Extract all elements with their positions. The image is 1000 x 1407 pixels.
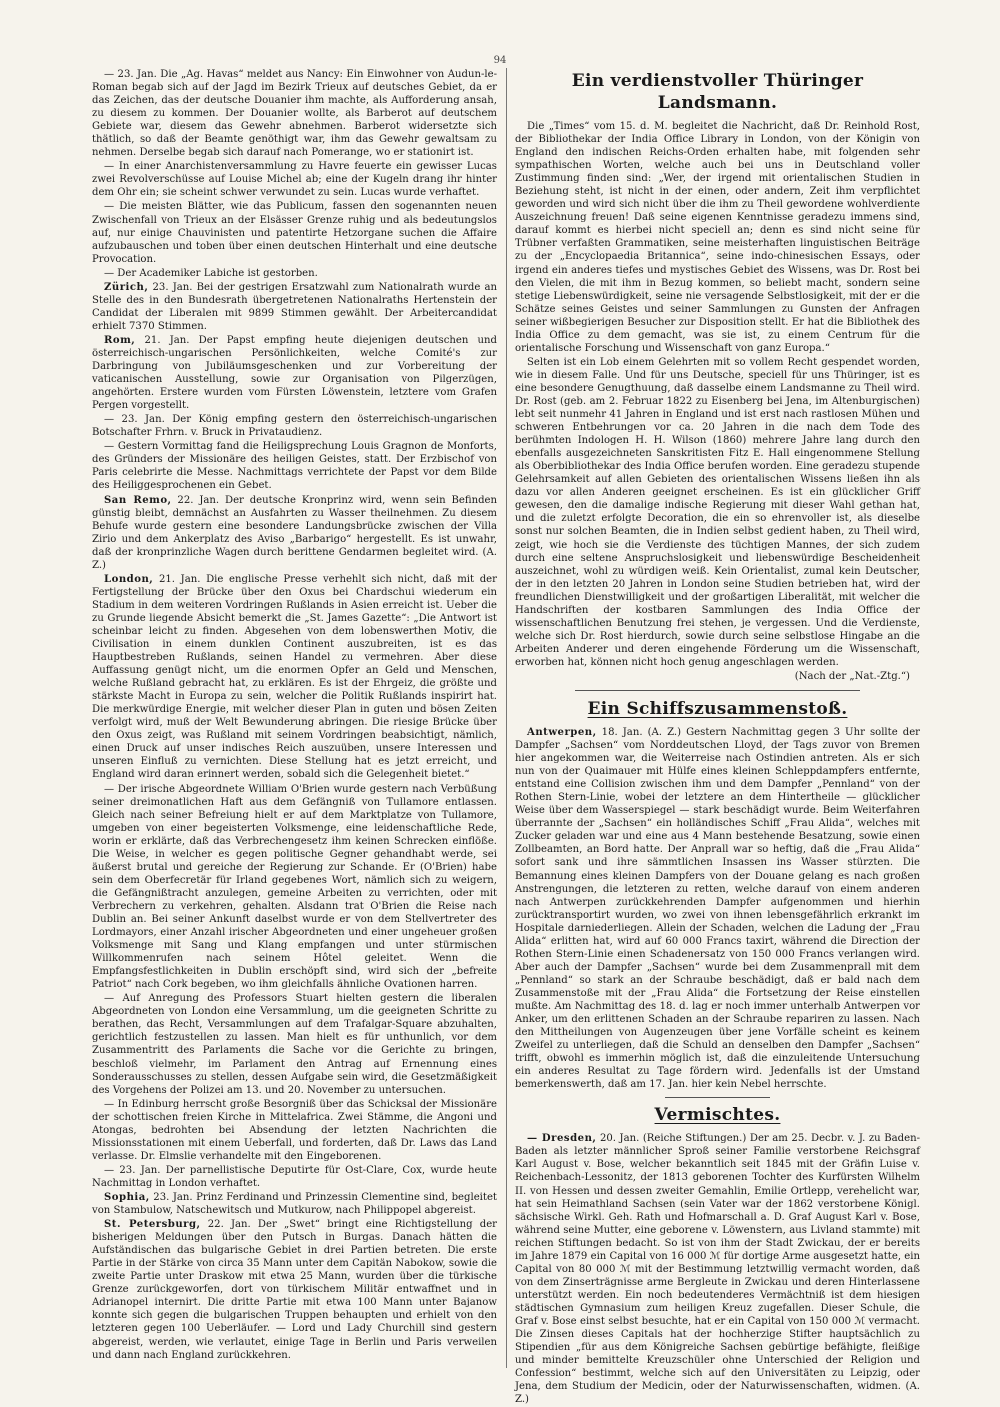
- headline-vermischtes: Vermischtes.: [654, 1105, 781, 1126]
- news-item: [92, 200, 497, 265]
- news-item: [92, 1164, 497, 1190]
- news-item: [92, 1191, 497, 1217]
- news-text: — Der irische Abgeordnete William O'Brien wurde gestern nach Verbüßung seiner dreimonatlichen Haft aus dem Gefängniß von Tullamore entlassen. Gleich nach seiner Befreiung hielt er auf dem Marktplatze von Tullamore, umgeben von einer begeisterten Volksmenge, eine leidenschaftliche Rede, worin er erklärte, daß das Verbrechengesetz ihm keinen Schrecken einflöße. Die Weise, in welcher es gegen politische Gegner gehandhabt werde, sei äußerst brutal und gereiche der Regierung zur Schande. Er (O'Brien) habe sein dem Oberfecretär für Irland gegebenes Wort, nämlich sich zu weigern, die Gefängnißtracht anzulegen, gemeine Arbeiten zu verrichten, oder mit Verbrechern zu verkehren, gehalten. Alsdann trat O'Brien die Reise nach Dublin an. Bei seiner Ankunft daselbst wurde er von dem Stellvertreter des Lordmayors, einer Anzahl irischer Abgeordneten und einer ungeheuer großen Volksmenge mit Sang und Klang empfangen und unter stürmischen Willkommenrufen nach seinem Hôtel geleitet. Wenn die Empfangsfestlichkeiten in Dublin erschöpft sind, wird sich der „befreite Patriot“ nach Cork begeben, wo ihm gleichfalls ähnliche Ovationen harren.: [92, 783, 497, 991]
- news-item: [92, 68, 497, 159]
- article-paragraph: Selten ist ein Lob einem Gelehrten mit so vollem Recht gespendet worden, wie in diesem Falle. Und für uns Deutsche, speciell für uns Thüringer, ist es eine besondere Genugthuung, daß dasselbe einem Landsmanne zu Theil wird. Dr. Rost (geb. am 2. Februar 1822 zu Eisenberg bei Jena, im Altenburgischen) lebt seit nunmehr 41 Jahren in England und ist erst nach rastlosen Mühen und schweren Entbehrungen vor ca. 20 Jahren in die nach dem Tode des berühmten Indologen H. H. Wilson (1860) mehrere Jahre lang durch den ebenfalls ausgezeichneten Sanskritisten Fitz E. Hall eingenommene Stellung als Oberbibliothekar des India Office berufen worden. Eine geradezu stupende Gelehrsamkeit auf allen Gebieten des orientalischen Wissens ließen ihn als dazu vor allen Anderen geeignet erscheinen. Es ist ein glücklicher Griff gewesen, den die damalige indische Regierung mit dieser Wahl gethan hat, und die zuletzt erfolgte Decoration, die ein so ehrenvoller ist, als dieselbe sonst nur solchen Beamten, die in Indien selbst gedient haben, zu Theil wird, zeigt, wie hoch sie die Verdienste des tüchtigen Mannes, der sich zudem durch eine seltene Anspruchslosigkeit und liebenswürdige Bescheidenheit auszeichnet, wohl zu würdigen weiß. Kein Orientalist, zumal kein Deutscher, der in den letzten 20 Jahren in London seine Studien betrieben hat, wird der freundlichen Dienstwilligkeit und der großartigen Liberalität, mit welcher die Handschriften der kostbaren Sammlungen des India Office der wissenschaftlichen Benutzung frei stehen, je vergessen. Und die Verdienste, welche sich Dr. Rost hierdurch, sowie durch seine selbstlose Hingabe an die Arbeiten Anderer und deren eingehende Förderung um die Wissenschaft, erworben hat, können nicht hoch genug angeschlagen werden.: [515, 356, 920, 668]
- dateline-place: Sophia,: [104, 1191, 150, 1203]
- news-item: [92, 1218, 497, 1362]
- news-item: [92, 440, 497, 492]
- news-text: 23. Jan. Bei der gestrigen Ersatzwahl zum Nationalrath wurde an Stelle des in den Bundesrath übergetretenen Nationalraths Hertenstein der Candidat der Liberalen mit 9899 Stimmen gewählt. Der Arbeitercandidat erhielt 7370 Stimmen.: [92, 281, 497, 332]
- news-item: [92, 160, 497, 199]
- left-column: [92, 68, 497, 1368]
- dateline-place: Zürich,: [104, 281, 149, 293]
- right-column: [515, 68, 920, 1406]
- news-item: [92, 334, 497, 412]
- news-text: — Die meisten Blätter, wie das Publicum, fassen den sogenannten neuen Zwischenfall von Trieux an der Elsässer Grenze ruhig und als bedeutungslos auf, nur einige Chauvinisten und patentirte Hetzorgane suchen die Affaire aufzubauschen und toben über einen deutschen Hinterhalt und eine deutsche Provocation.: [92, 201, 497, 265]
- page-number: 94: [493, 55, 507, 66]
- news-text: 22. Jan. Der deutsche Kronprinz wird, wenn sein Befinden günstig bleibt, demnächst an Ausfahrten zu Wasser theilnehmen. Zu diesem Behufe wurde gestern eine besondere Landungsbrücke zwischen der Villa Zirio und dem Ankerplatz des Aviso „Barbarigo“ hergestellt. Es ist unwahr, daß der kronprinzliche Wagen durch berittene Gendarmen begleitet wird. (A. Z.): [92, 494, 498, 571]
- dateline-place: San Remo,: [104, 494, 172, 506]
- news-item: [92, 1098, 497, 1163]
- news-item: [92, 267, 497, 280]
- news-text: — Gestern Vormittag fand die Heiligsprechung Louis Gragnon de Monforts, des Gründers der Missionäre des heiligen Geistes, statt. Der Erzbischof von Paris celebrirte die Messe. Nachmittags verrichtete der Papst vor dem Bilde des Heiliggesprochenen ein Gebet.: [92, 441, 497, 492]
- article-paragraph: [515, 726, 920, 1091]
- headline-schiffszusammenstoss: Ein Schiffszusammenstoß.: [587, 699, 848, 720]
- headline-thueringer: Ein verdienstvoller Thüringer Landsmann.: [571, 71, 864, 113]
- dateline-place: Rom,: [104, 334, 136, 346]
- news-text: — 23. Jan. Der König empfing gestern den österreichisch-ungarischen Botschafter Frhrn. v. Bruck in Privataudienz.: [92, 414, 497, 439]
- dateline-place: Antwerpen,: [527, 727, 597, 739]
- news-text: 23. Jan. Prinz Ferdinand und Prinzessin Clementine sind, begleitet von Stambulow, Natschewitsch und Mutkurow, nach Philippopel abgereist.: [92, 1191, 497, 1217]
- dateline-place: London,: [104, 573, 154, 585]
- news-text: 22. Jan. Der „Swet“ bringt eine Richtigstellung der bisherigen Meldungen über den Putsch in Burgas. Danach hätten die Aufständischen das bulgarische Gebiet in drei Partien betreten. Die erste Partie in der Stärke von circa 35 Mann unter dem Capitän Nabokow, sowie die zweite Partie unter Draskow mit etwa 25 Mann, wurden über die türkische Grenze zurückgeworfen, dort von türkischem Militär entwaffnet und in Adrianopel internirt. Die dritte Partie mit etwa 100 Mann unter Bajanow konnte sich gegen die bulgarischen Truppen behaupten und erhielt von den letzteren gegen 100 Ueberläufer. — Lord und Lady Churchill sind gestern abgereist, werden, wie verlautet, einige Tage in Berlin und Paris verweilen und dann nach England zurückkehren.: [92, 1219, 497, 1361]
- news-item: [92, 783, 497, 992]
- article-paragraph: [515, 1132, 920, 1406]
- news-text: — In Edinburg herrscht große Besorgniß über das Schicksal der Missionäre der schottischen freien Kirche in Mittelafrica. Zwei Stämme, die Angoni und Atongas, bedrohten bei Absendung der letzten Nachrichten die Missionsstationen mit einem Ueberfall, und forderten, daß Dr. Laws das Land verlasse. Dr. Elmslie verhandelte mit den Eingeborenen.: [92, 1098, 497, 1162]
- news-item: [92, 992, 497, 1096]
- article-text: 18. Jan. (A. Z.) Gestern Nachmittag gegen 3 Uhr sollte der Dampfer „Sachsen“ vom Norddeutschen Lloyd, der Tags zuvor von Bremen hier angekommen war, die Weiterreise nach Ostindien antreten. Als er sich nun von der Quaimauer mit Hülfe eines kleinen Schleppdampfers entfernte, entstand eine Collision zwischen ihm und dem Dampfer „Pennland“ von der Rothen Stern-Linie, wobei der letztere an dem Hintertheile — glücklicher Weise über dem Wasserspiegel — stark beschädigt wurde. Beim Weiterfahren überrannte der „Sachsen“ ein holländisches Schiff „Frau Alida“, welches mit Zucker geladen war und eine aus 4 Mann bestehende Besatzung, sowie einen Zollbeamten, an Bord hatte. Der Anprall war so heftig, daß die „Frau Alida“ sofort sank und ihre sämmtlichen Insassen ins Wasser stürzten. Die Bemannung eines kleinen Dampfers von der Douane gelang es nach großen Anstrengungen, die letzteren zu retten, welche darauf von einem anderen nach Antwerpen zurückkehrenden Dampfer aufgenommen und hierhin zurücktransportirt wurden, wo zwei von ihnen lebensgefährlich erkrankt im Hospitale darniederliegen. Allein der Schaden, welchen die Ladung der „Frau Alida“ erlitten hat, wird auf 60 000 Francs taxirt, während die Direction der Rothen Stern-Linie einen Schadenersatz von 150 000 Francs verlangen wird. Aber auch der Dampfer „Sachsen“ wurde bei dem Zusammenprall mit dem „Pennland“ so stark an der Schraube beschädigt, daß er bald nach dem Zusammenstoße mit der „Frau Alida“ die Fortsetzung der Reise einstellen mußte. Am Nachmittag des 18. d. lag er noch immer unterhalb Antwerpen vor Anker, um den erlittenen Schaden an der Schraube repariren zu lassen. Nach den Mittheilungen von Augenzeugen über jene Vorfälle scheint es keinem Zweifel zu unterliegen, daß die Schuld an denselben den Dampfer „Sachsen“ trifft, obwohl es immerhin möglich ist, daß die einzuleitende Untersuchung ein anderes Resultat zu Tage fördern wird. Jedenfalls ist der Umstand bemerkenswerth, daß am 17. Jan. hier kein Nebel herrschte.: [515, 727, 920, 1091]
- news-text: 21. Jan. Die englische Presse verhehlt sich nicht, daß mit der Fertigstellung der Brücke über den Oxus bei Chardschui wiederum ein Stadium in dem weiteren Vordringen Rußlands in Asien erreicht ist. Ueber die zu Grunde liegende Absicht bemerkt die „St. James Gazette“: „Die Antwort ist scheinbar leicht zu finden. Abgesehen von dem lobenswerthen Motiv, die Civilisation in einem dunklen Continent auszubreiten, ist es das Hauptbestreben Rußlands, seinen Handel zu vermehren. Aber diese Auffassung genügt nicht, um die enormen Opfer an Geld und Menschen, welche Rußland gebracht hat, zu erklären. Es ist der Ehrgeiz, die größte und stärkste Macht in Europa zu sein, welcher die Politik Rußlands inspirirt hat. Die merkwürdige Energie, mit welcher dieser Plan in guten und bösen Zeiten verfolgt wird, muß der Welt Bewunderung abringen. Die riesige Brücke über den Oxus zeigt, was Rußland mit seinem Vordringen beabsichtigt, nämlich, einen Druck auf unser indisches Reich auszuüben, unsere Interessen und unseren Einfluß zu vernichten. Diese Stellung hat es jetzt erreicht, und England wird daran erinnert werden, sobald sich die Gelegenheit bietet.“: [92, 573, 497, 781]
- column-divider: [506, 68, 507, 1368]
- dateline-place: St. Petersburg,: [104, 1219, 201, 1231]
- section-rule: [665, 1097, 770, 1098]
- news-text: — Auf Anregung des Professors Stuart hielten gestern die liberalen Abgeordneten von London eine Versammlung, um die geeigneten Schritte zu berathen, das Recht, Versammlungen auf dem Trafalgar-Square abzuhalten, gerichtlich festzustellen zu lassen. Man hielt es für unthunlich, vor dem Zusammentritt des Parlaments die Sache vor die Gerichte zu bringen, beschloß vielmehr, im Parlament den Antrag auf Ernennung eines Sonderausschusses zu stellen, dessen Aufgabe sein wird, die Gesetzmäßigkeit des Vorgehens der Polizei am 13. und 20. November zu untersuchen.: [92, 993, 497, 1096]
- news-text: 21. Jan. Der Papst empfing heute diejenigen deutschen und österreichisch-ungarischen Persönlichkeiten, welche Comité's zur Darbringung von Jubiläumsgeschenken und zur Vorbereitung der vaticanischen Ausstellung, sowie zur Organisation von Pilgerzügen, angehörten. Erstere wurden vom Fürsten Löwenstein, letztere vom Grafen Pergen vorgestellt.: [92, 334, 497, 412]
- news-item: [92, 494, 497, 572]
- news-text: — 23. Jan. Der parnellistische Deputirte für Ost-Clare, Cox, wurde heute Nachmittag in London verhaftet.: [92, 1164, 497, 1189]
- article-text: 20. Jan. (Reiche Stiftungen.) Der am 25. Decbr. v. J. zu Baden-Baden als letzter männlicher Sproß seiner Familie verstorbene Reichsgraf Karl August v. Bose, welcher bekanntlich seit 1845 mit der Gräfin Luise v. Reichenbach-Lessonitz, der 1813 geborenen Tochter des Kurfürsten Wilhelm II. von Hessen und dessen zweiter Gemahlin, Emilie Ortlepp, verehelicht war, hat sein Heimathland Sachsen (sein Vater war der 1862 verstorbene Königl. sächsische Wirkl. Geh. Rath und Hofmarschall a. D. Graf August Karl v. Bose, während seine Mutter, eine geborene v. Löwenstern, aus Livland stammte) mit reichen Stiftungen bedacht. So ist von ihm der Stadt Zwickau, der er bereits im Jahre 1879 ein Capital von 16 000 ℳ für dortige Arme ausgesetzt hatte, ein Capital von 80 000 ℳ mit der Bestimmung letztwillig vermacht worden, daß von dem Zinserträgnisse arme Bergleute in Zwickau und deren Hinterlassene unterstützt werden. Ein noch bedeutenderes Vermächtniß ist dem hiesigen städtischen Gymnasium zum heiligen Kreuz zugefallen. Dieser Schule, die Graf v. Bose einst selbst besuchte, hat er ein Capital von 150 000 ℳ vermacht. Die Zinsen dieses Capitals hat der hochherzige Stifter hauptsächlich zu Stipendien „für aus dem Königreiche Sachsen gebürtige befähigte, fleißige und minder bemittelte Kreuzschüler ohne Unterschied der Religion und Confession“ bestimmt, welche sich auf den Universitäten zu Leipzig, oder Jena, dem Studium der Medicin, oder der Naturwissenschaften, widmen. (A. Z.): [515, 1133, 920, 1406]
- news-text: — In einer Anarchistenversammlung zu Havre feuerte ein gewisser Lucas zwei Revolverschüsse auf Louise Michel ab; eine der Kugeln drang ihr hinter dem Ohr ein; sie scheint schwer verwundet zu sein. Lucas wurde verhaftet.: [92, 161, 497, 199]
- news-item: [92, 413, 497, 439]
- news-text: — Der Academiker Labiche ist gestorben.: [104, 267, 318, 279]
- article-paragraph: Die „Times“ vom 15. d. M. begleitet die Nachricht, daß Dr. Reinhold Rost, der Bibliothekar der India Office Library in London, von der Königin von England den indischen Reichs-Orden erhalten habe, mit folgenden sehr sympathischen Worten, welche auch bei uns in Deutschland voller Zustimmung finden sind: „Wer, der irgend mit orientalischen Studien in Beziehung steht, ist nicht in der einen, oder andern, Zeit ihm verpflichtet geworden und wird sich nicht über die ihm zu Theil gewordene wohlverdiente Auszeichnung freuen! Daß seine eigenen Kenntnisse geradezu immens sind, darauf kommt es hierbei nicht speciell an; denn es sind nicht seine für Trübner verfaßten Grammatiken, seine meisterhaften linguistischen Beiträge zu der „Encyclopaedia Britannica“, seine indo-chinesischen Essays, oder irgend ein anderes tiefes und mystisches Gebiet des Wissens, was Dr. Rost bei den Vielen, die mit ihm in Bezug kommen, so beliebt macht, sondern seine stetige Liebenswürdigkeit, seine nie versagende Selbstlosigkeit, mit der er die Schätze seines Geistes und seiner Sammlungen zu Gunsten der Anfragen seiner wißbegierigen Besucher zur Disposition stellt. Er hat die Bibliothek des India Office zu dem gemacht, was sie ist, zu einem Centrum für die orientalische Forschung und Wissenschaft von ganz Europa.“: [515, 121, 920, 354]
- article-attribution: (Nach der „Nat.-Ztg.“): [794, 670, 910, 682]
- news-item: [92, 573, 497, 782]
- section-rule: [575, 690, 860, 691]
- news-text: — 23. Jan. Die „Ag. Havas“ meldet aus Nancy: Ein Einwohner von Audun-le-Roman begab sich auf der Jagd im Bezirk Trieux auf deutsches Gebiet, da er das Zeichen, das der deutsche Douanier ihm machte, als Aufforderung ansah, zu diesem zu kommen. Der Douanier wollte, als Barberot auf deutschem Gebiete war, diesem das Gewehr abnehmen. Barberot widersetzte sich thätlich, so daß der Beamte genöthigt war, ihm das Gewehr gewaltsam zu nehmen. Derselbe begab sich darauf nach Pomerange, wo er stationirt ist.: [92, 69, 497, 159]
- news-item: [92, 281, 497, 333]
- dateline-place: — Dresden,: [527, 1133, 597, 1145]
